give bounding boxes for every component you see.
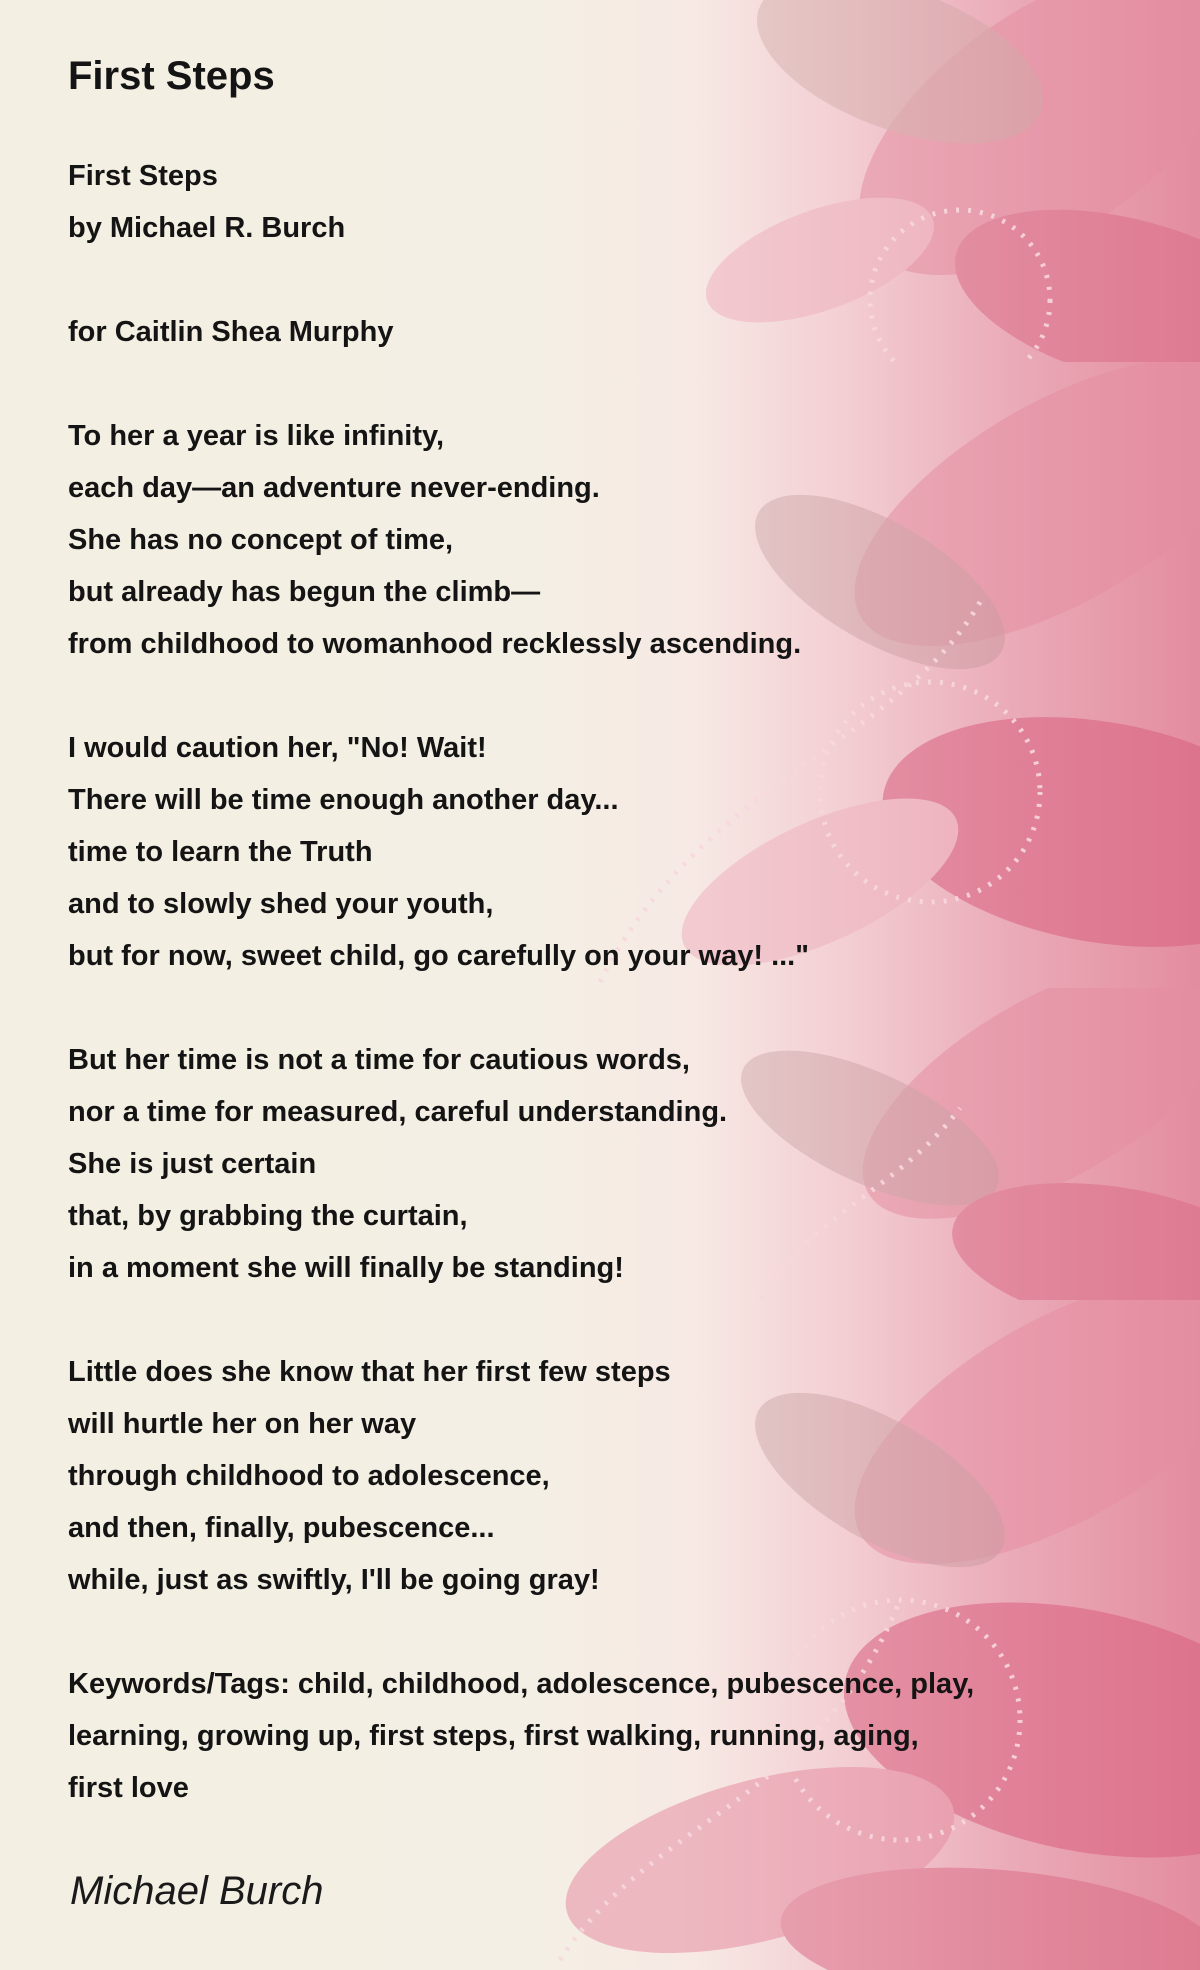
poem-line: but for now, sweet child, go carefully on your way! ..."	[68, 940, 809, 972]
poem-dedication: for Caitlin Shea Murphy	[68, 316, 394, 348]
stanza-1	[68, 410, 974, 670]
keywords-line: first love	[68, 1772, 189, 1804]
stanza-gap	[68, 982, 974, 1034]
keywords-line: learning, growing up, first steps, first walking, running, aging,	[68, 1720, 919, 1752]
poem-line: and then, finally, pubescence...	[68, 1512, 495, 1544]
keywords-line: Keywords/Tags: child, childhood, adolescence, pubescence, play,	[68, 1668, 975, 1700]
page-title: First Steps	[68, 54, 275, 98]
poem-body	[68, 150, 974, 1814]
poem-line: each day—an adventure never-ending.	[68, 472, 600, 504]
stanza-gap	[68, 254, 974, 306]
poem-title-line: First Steps	[68, 160, 218, 192]
stanza-gap	[68, 1606, 974, 1658]
poem-line: I would caution her, "No! Wait!	[68, 732, 487, 764]
poem-line: while, just as swiftly, I'll be going gray!	[68, 1564, 600, 1596]
poem-line: There will be time enough another day...	[68, 784, 619, 816]
poem-line: Little does she know that her first few steps	[68, 1356, 671, 1388]
poem-line: in a moment she will finally be standing!	[68, 1252, 624, 1284]
poem-line: nor a time for measured, careful understanding.	[68, 1096, 728, 1128]
poem-line: To her a year is like infinity,	[68, 420, 445, 452]
poem-line: and to slowly shed your youth,	[68, 888, 494, 920]
stanza-gap	[68, 670, 974, 722]
poem-byline: by Michael R. Burch	[68, 212, 346, 244]
keywords-tags	[68, 1658, 974, 1814]
poem-line: She has no concept of time,	[68, 524, 454, 556]
stanza-3	[68, 1034, 974, 1294]
poem-line: through childhood to adolescence,	[68, 1460, 550, 1492]
poem-line: that, by grabbing the curtain,	[68, 1200, 468, 1232]
poem-line: will hurtle her on her way	[68, 1408, 417, 1440]
stanza-2	[68, 722, 974, 982]
stanza-gap	[68, 358, 974, 410]
poem-line: but already has begun the climb—	[68, 576, 541, 608]
author-signature: Michael Burch	[70, 1869, 324, 1913]
poem-line: from childhood to womanhood recklessly ascending.	[68, 628, 802, 660]
poem-line: But her time is not a time for cautious words,	[68, 1044, 690, 1076]
stanza-gap	[68, 1294, 974, 1346]
poem-line: time to learn the Truth	[68, 836, 373, 868]
poem-line: She is just certain	[68, 1148, 317, 1180]
stanza-4	[68, 1346, 974, 1606]
